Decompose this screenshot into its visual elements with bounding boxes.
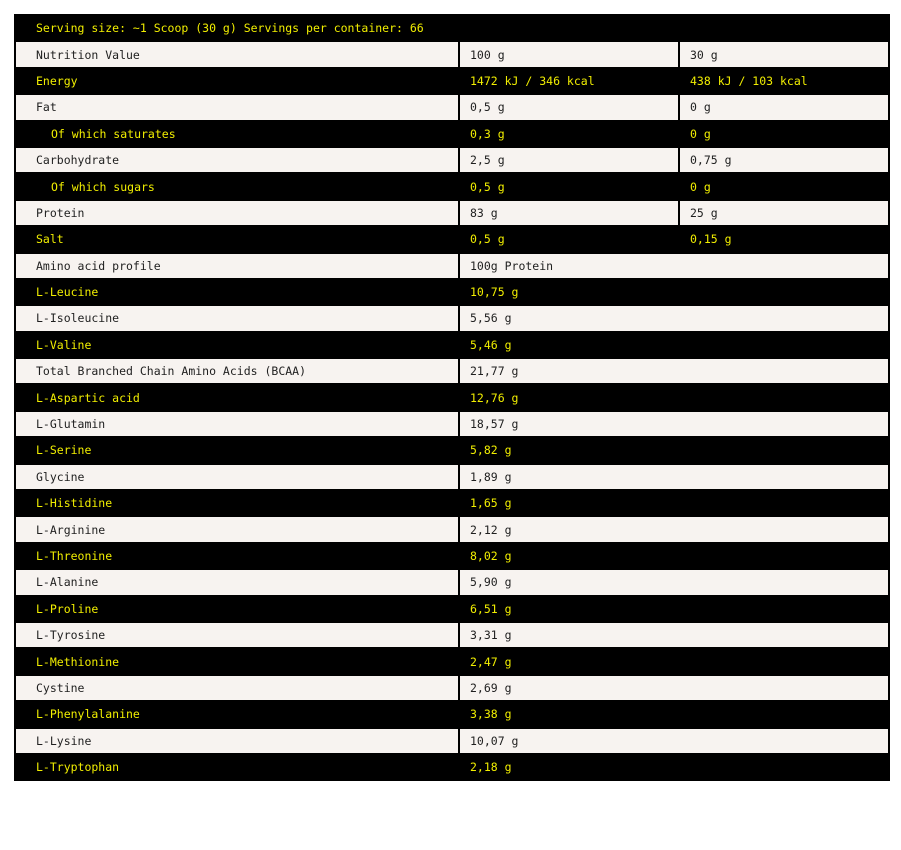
table-row	[15, 384, 889, 410]
row-label: L-Leucine	[15, 279, 459, 305]
row-value-per-30g: 25 g	[679, 200, 889, 226]
row-value: 21,77 g	[459, 358, 889, 384]
row-value-per-100g: 0,5 g	[459, 226, 679, 252]
row-label: L-Alanine	[15, 569, 459, 595]
row-value-per-100g: 0,5 g	[459, 173, 679, 199]
row-value: 1,89 g	[459, 464, 889, 490]
table-body	[15, 15, 889, 780]
row-label: L-Lysine	[15, 728, 459, 754]
row-label: L-Aspartic acid	[15, 384, 459, 410]
row-value-per-30g: 30 g	[679, 41, 889, 67]
row-label: Amino acid profile	[15, 253, 459, 279]
row-label: L-Tryptophan	[15, 754, 459, 780]
row-value-per-30g: 0,15 g	[679, 226, 889, 252]
row-label: L-Glutamin	[15, 411, 459, 437]
row-value: 100g Protein	[459, 253, 889, 279]
table-row	[15, 754, 889, 780]
table-row	[15, 94, 889, 120]
row-value: 12,76 g	[459, 384, 889, 410]
table-row	[15, 173, 889, 199]
row-value: 5,90 g	[459, 569, 889, 595]
row-label: L-Methionine	[15, 648, 459, 674]
row-value-per-30g: 0,75 g	[679, 147, 889, 173]
row-label: Glycine	[15, 464, 459, 490]
table-row	[15, 200, 889, 226]
table-row	[15, 596, 889, 622]
table-row	[15, 622, 889, 648]
row-value-per-30g: 438 kJ / 103 kcal	[679, 68, 889, 94]
table-row	[15, 358, 889, 384]
row-label: Salt	[15, 226, 459, 252]
row-label: L-Serine	[15, 437, 459, 463]
row-value: 10,07 g	[459, 728, 889, 754]
table-row	[15, 648, 889, 674]
row-label: Protein	[15, 200, 459, 226]
row-value: 5,46 g	[459, 332, 889, 358]
row-value: 18,57 g	[459, 411, 889, 437]
row-value-per-100g: 100 g	[459, 41, 679, 67]
row-value: 2,12 g	[459, 516, 889, 542]
row-label: L-Threonine	[15, 543, 459, 569]
table-row	[15, 516, 889, 542]
row-value: 6,51 g	[459, 596, 889, 622]
row-label: Of which saturates	[15, 121, 459, 147]
table-row	[15, 569, 889, 595]
row-value: 2,18 g	[459, 754, 889, 780]
row-value: 2,69 g	[459, 675, 889, 701]
table-row	[15, 332, 889, 358]
row-label: L-Arginine	[15, 516, 459, 542]
table-row	[15, 437, 889, 463]
row-value-per-30g: 0 g	[679, 94, 889, 120]
row-value: 2,47 g	[459, 648, 889, 674]
table-row	[15, 411, 889, 437]
row-value-per-100g: 0,5 g	[459, 94, 679, 120]
table-row	[15, 68, 889, 94]
table-row	[15, 490, 889, 516]
row-value: 8,02 g	[459, 543, 889, 569]
nutrition-table-container	[14, 14, 890, 781]
row-label: L-Valine	[15, 332, 459, 358]
row-label: L-Histidine	[15, 490, 459, 516]
row-label: L-Phenylalanine	[15, 701, 459, 727]
row-value: 3,38 g	[459, 701, 889, 727]
row-value-per-100g: 83 g	[459, 200, 679, 226]
table-row	[15, 543, 889, 569]
row-label: L-Proline	[15, 596, 459, 622]
table-row	[15, 15, 889, 41]
row-value: 1,65 g	[459, 490, 889, 516]
row-value: 5,82 g	[459, 437, 889, 463]
row-label: Total Branched Chain Amino Acids (BCAA)	[15, 358, 459, 384]
row-label: L-Tyrosine	[15, 622, 459, 648]
table-row	[15, 701, 889, 727]
row-label: Of which sugars	[15, 173, 459, 199]
row-value: 3,31 g	[459, 622, 889, 648]
table-row	[15, 675, 889, 701]
table-row	[15, 728, 889, 754]
table-row	[15, 305, 889, 331]
row-value: 5,56 g	[459, 305, 889, 331]
nutrition-table	[14, 14, 890, 781]
row-value-per-100g: 2,5 g	[459, 147, 679, 173]
row-value-per-30g: 0 g	[679, 121, 889, 147]
row-value-per-100g: 0,3 g	[459, 121, 679, 147]
row-value: 10,75 g	[459, 279, 889, 305]
table-row	[15, 279, 889, 305]
table-row	[15, 226, 889, 252]
row-label: Cystine	[15, 675, 459, 701]
serving-size-header: Serving size: ~1 Scoop (30 g) Servings per container: 66	[15, 15, 889, 41]
row-value-per-30g: 0 g	[679, 173, 889, 199]
row-label: Fat	[15, 94, 459, 120]
row-label: Carbohydrate	[15, 147, 459, 173]
row-label: Nutrition Value	[15, 41, 459, 67]
row-label: Energy	[15, 68, 459, 94]
table-row	[15, 464, 889, 490]
row-value-per-100g: 1472 kJ / 346 kcal	[459, 68, 679, 94]
row-label: L-Isoleucine	[15, 305, 459, 331]
table-row	[15, 121, 889, 147]
table-row	[15, 147, 889, 173]
table-row	[15, 41, 889, 67]
table-row	[15, 253, 889, 279]
